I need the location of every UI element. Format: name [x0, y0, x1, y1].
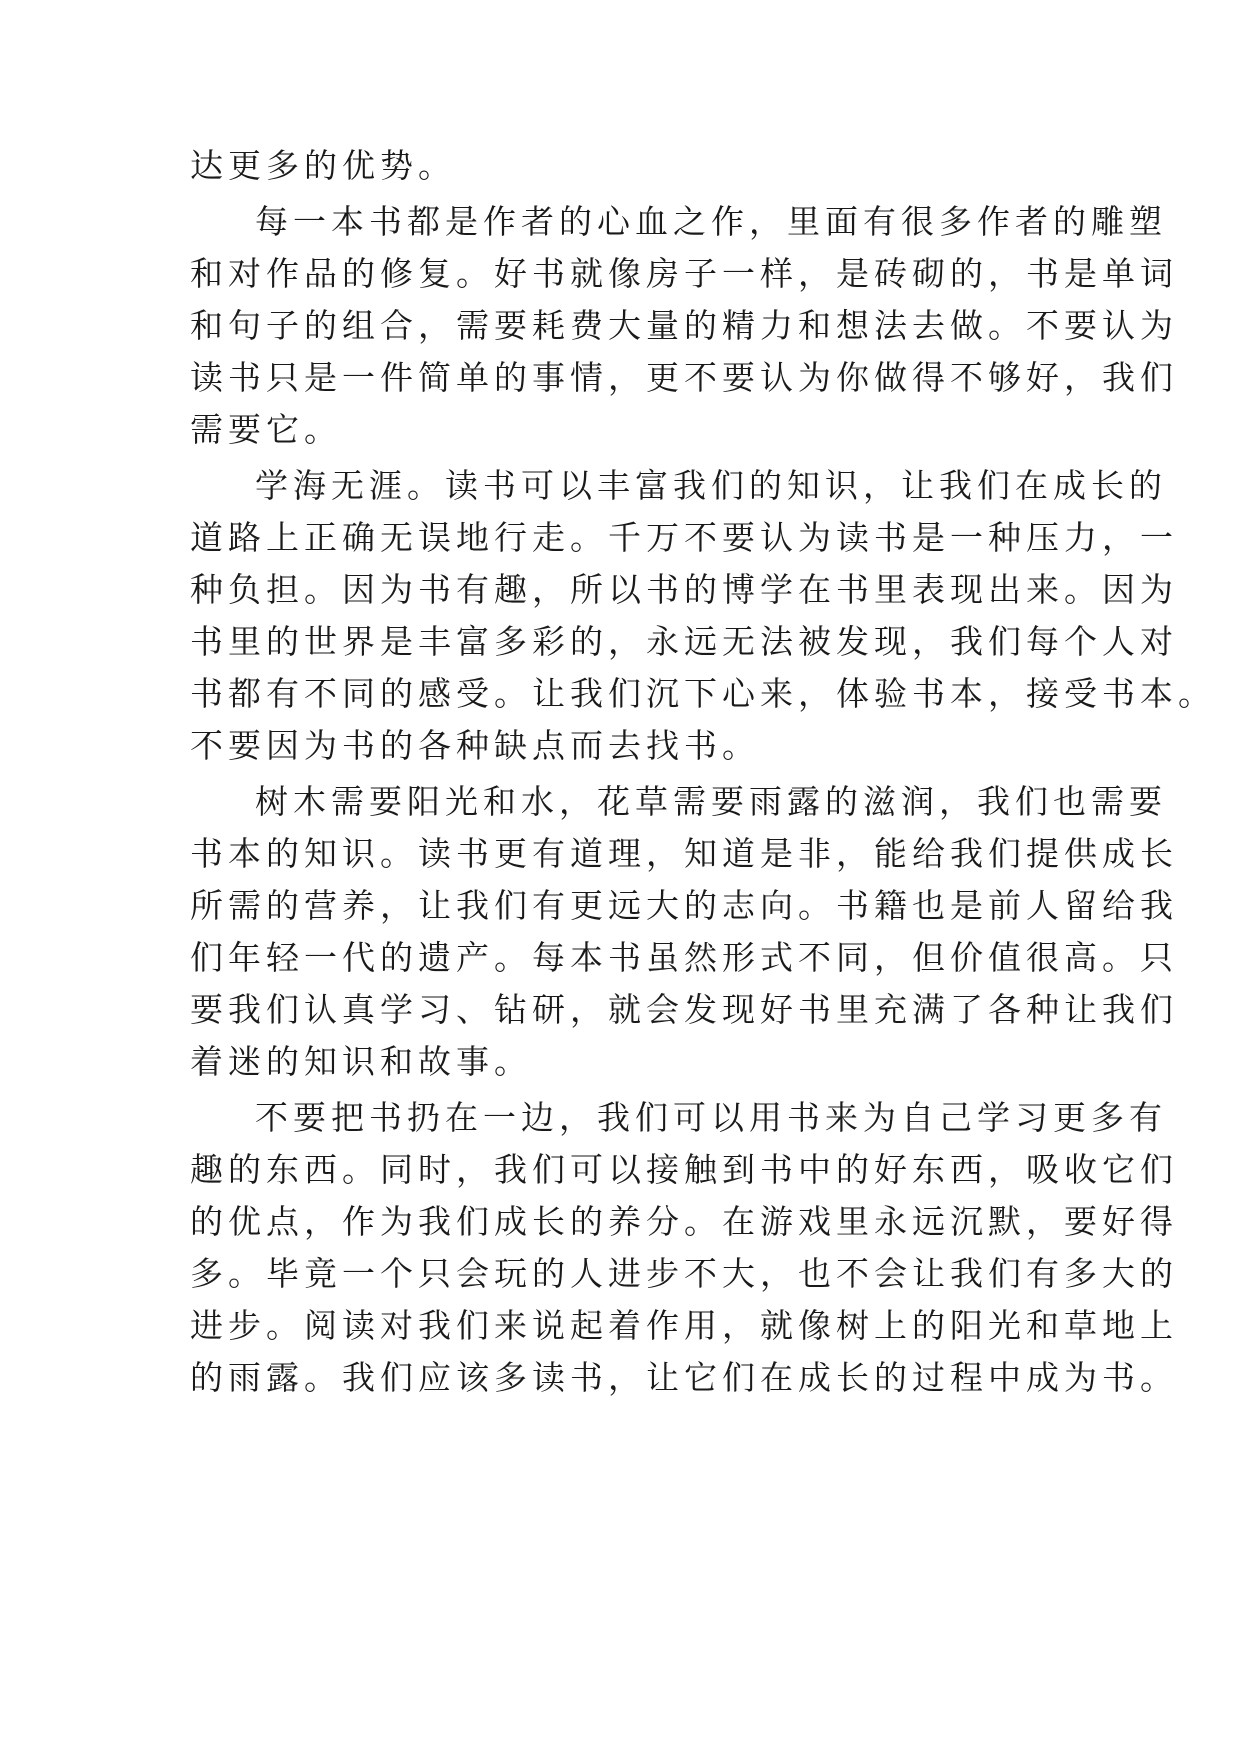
- text-line: 进步。阅读对我们来说起着作用，就像树上的阳光和草地上: [190, 1306, 1178, 1345]
- text-line: 着迷的知识和故事。: [190, 1042, 532, 1081]
- text-line: 的雨露。我们应该多读书，让它们在成长的过程中成为书。: [190, 1358, 1178, 1397]
- text-line: 不要因为书的各种缺点而去找书。: [190, 726, 760, 765]
- text-line: 书里的世界是丰富多彩的，永远无法被发现，我们每个人对: [190, 622, 1178, 661]
- paragraph-first-line: 学海无涯。读书可以丰富我们的知识，让我们在成长的: [255, 466, 1167, 505]
- paragraph-first-line: 树木需要阳光和水，花草需要雨露的滋润，我们也需要: [255, 782, 1167, 821]
- text-line: 达更多的优势。: [190, 146, 456, 185]
- text-line: 需要它。: [190, 410, 342, 449]
- text-line: 和句子的组合，需要耗费大量的精力和想法去做。不要认为: [190, 306, 1178, 345]
- text-line: 种负担。因为书有趣，所以书的博学在书里表现出来。因为: [190, 570, 1178, 609]
- paragraph-first-line: 不要把书扔在一边，我们可以用书来为自己学习更多有: [255, 1098, 1167, 1137]
- paragraph-first-line: 每一本书都是作者的心血之作，里面有很多作者的雕塑: [255, 202, 1167, 241]
- text-line: 所需的营养，让我们有更远大的志向。书籍也是前人留给我: [190, 886, 1178, 925]
- text-line: 和对作品的修复。好书就像房子一样，是砖砌的，书是单词: [190, 254, 1178, 293]
- text-line: 书都有不同的感受。让我们沉下心来，体验书本，接受书本。: [190, 674, 1216, 713]
- text-line: 的优点，作为我们成长的养分。在游戏里永远沉默，要好得: [190, 1202, 1178, 1241]
- text-line: 要我们认真学习、钻研，就会发现好书里充满了各种让我们: [190, 990, 1178, 1029]
- text-line: 趣的东西。同时，我们可以接触到书中的好东西，吸收它们: [190, 1150, 1178, 1189]
- text-line: 书本的知识。读书更有道理，知道是非，能给我们提供成长: [190, 834, 1178, 873]
- text-line: 读书只是一件简单的事情，更不要认为你做得不够好，我们: [190, 358, 1178, 397]
- text-line: 道路上正确无误地行走。千万不要认为读书是一种压力，一: [190, 518, 1178, 557]
- text-line: 们年轻一代的遗产。每本书虽然形式不同，但价值很高。只: [190, 938, 1178, 977]
- text-line: 多。毕竟一个只会玩的人进步不大，也不会让我们有多大的: [190, 1254, 1178, 1293]
